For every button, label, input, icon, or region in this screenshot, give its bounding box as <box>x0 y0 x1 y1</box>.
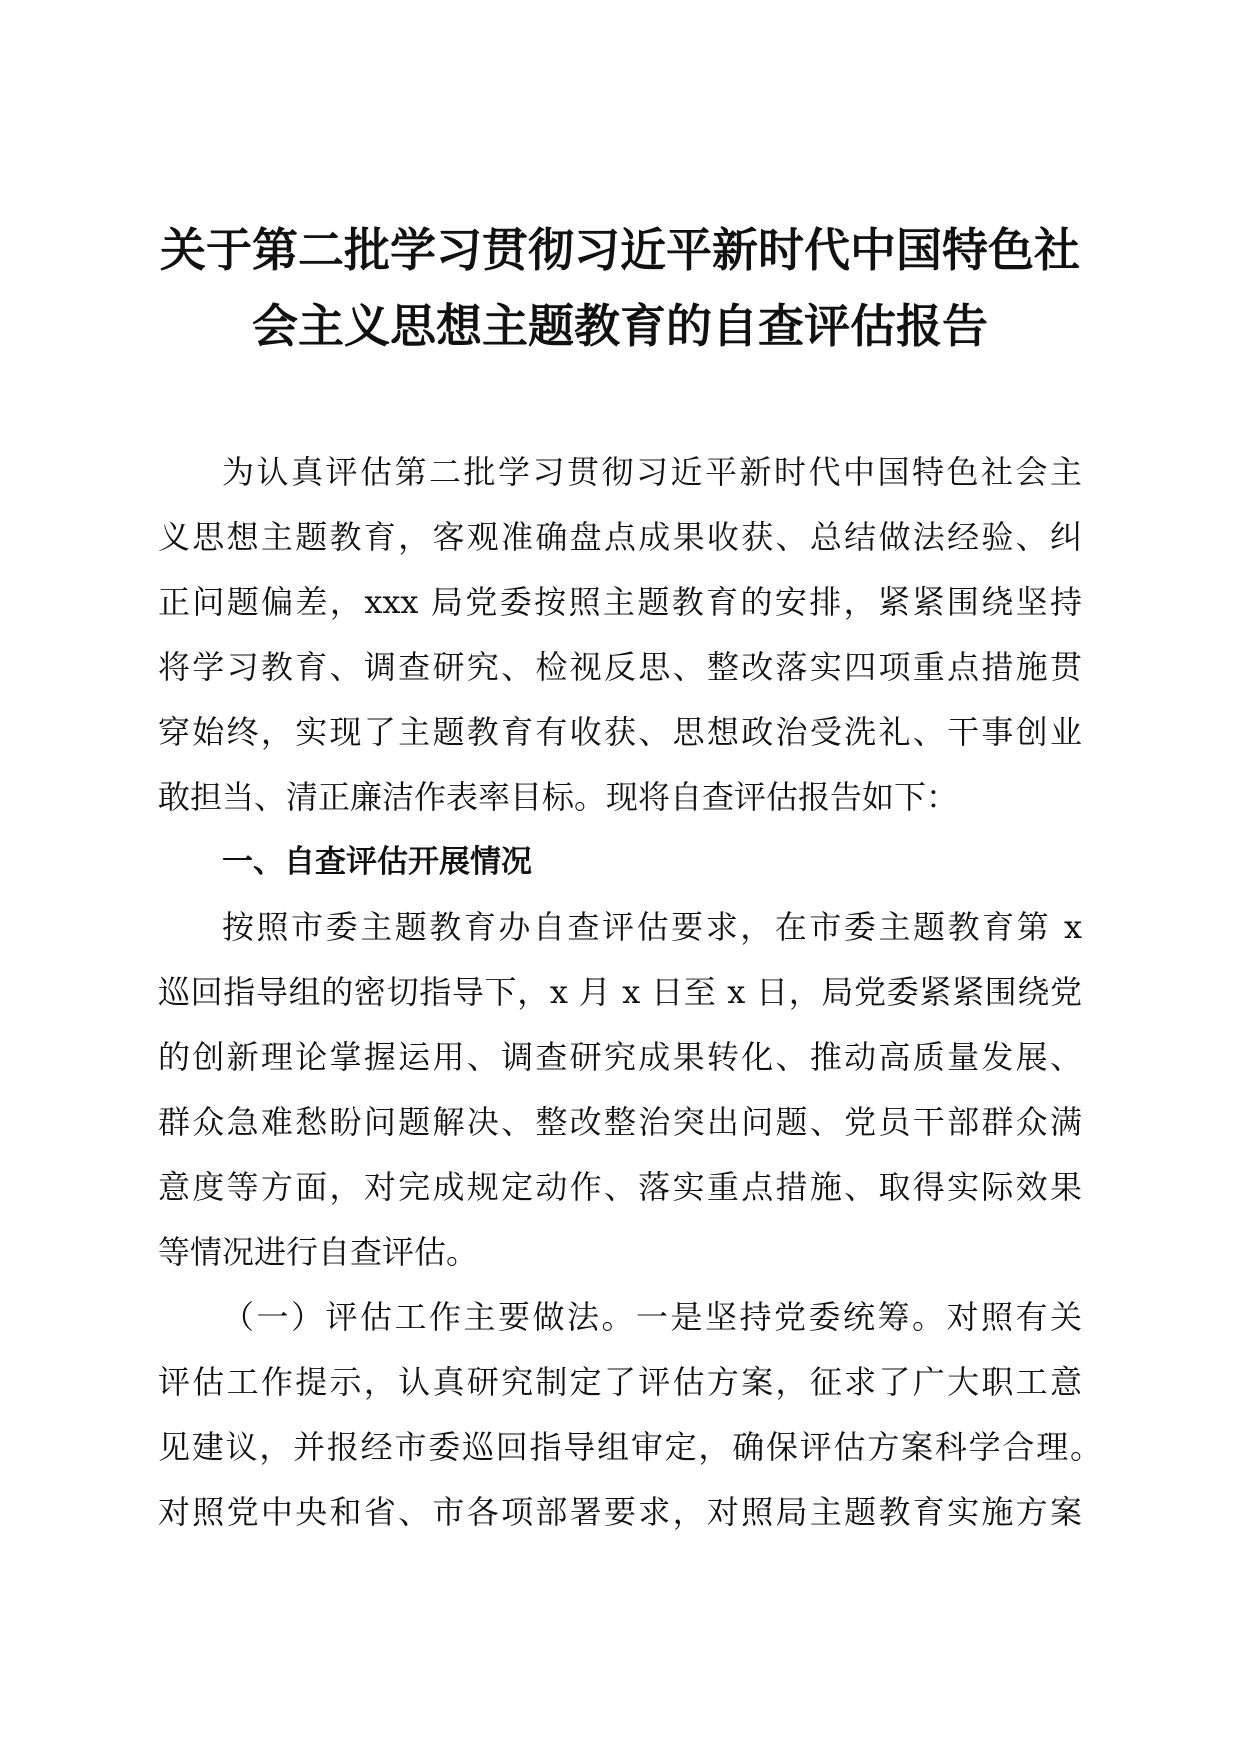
text-line: 正问题偏差，xxx 局党委按照主题教育的安排，紧紧围绕坚持 <box>158 583 1082 621</box>
document-title <box>150 212 1090 364</box>
text-line: 为认真评估第二批学习贯彻习近平新时代中国特色社会主 <box>222 453 1082 491</box>
text-line: （一）评估工作主要做法。一是坚持党委统筹。对照有关 <box>222 1298 1082 1336</box>
paragraph-intro <box>158 440 1082 830</box>
text-line: 对照党中央和省、市各项部署要求，对照局主题教育实施方案 <box>158 1493 1082 1531</box>
text-line: 穿始终，实现了主题教育有收获、思想政治受洗礼、干事创业 <box>158 713 1082 751</box>
text-line: 敢担当、清正廉洁作表率目标。现将自查评估报告如下： <box>158 778 959 816</box>
text-line: 将学习教育、调查研究、检视反思、整改落实四项重点措施贯 <box>158 648 1082 686</box>
text-line: 群众急难愁盼问题解决、整改整治突出问题、党员干部群众满 <box>158 1103 1082 1141</box>
text-line: 见建议，并报经市委巡回指导组审定，确保评估方案科学合理。 <box>158 1428 1102 1466</box>
document-body <box>158 440 1102 1545</box>
text-line: 等情况进行自查评估。 <box>158 1233 479 1271</box>
title-line-1: 关于第二批学习贯彻习近平新时代中国特色社 <box>160 223 1080 277</box>
text-line: 意度等方面，对完成规定动作、落实重点措施、取得实际效果 <box>158 1168 1082 1206</box>
section-heading-1: 一、自查评估开展情况 <box>222 844 532 880</box>
text-line: 巡回指导组的密切指导下，x 月 x 日至 x 日，局党委紧紧围绕党 <box>158 973 1082 1011</box>
title-line-2: 会主义思想主题教育的自查评估报告 <box>252 299 988 353</box>
paragraph-evaluation <box>158 895 1082 1285</box>
paragraph-methods <box>158 1285 1102 1545</box>
text-line: 评估工作提示，认真研究制定了评估方案，征求了广大职工意 <box>158 1363 1082 1401</box>
text-line: 义思想主题教育，客观准确盘点成果收获、总结做法经验、纠 <box>158 518 1082 556</box>
text-line: 的创新理论掌握运用、调查研究成果转化、推动高质量发展、 <box>158 1038 1082 1076</box>
text-line: 按照市委主题教育办自查评估要求，在市委主题教育第 x <box>222 908 1082 946</box>
